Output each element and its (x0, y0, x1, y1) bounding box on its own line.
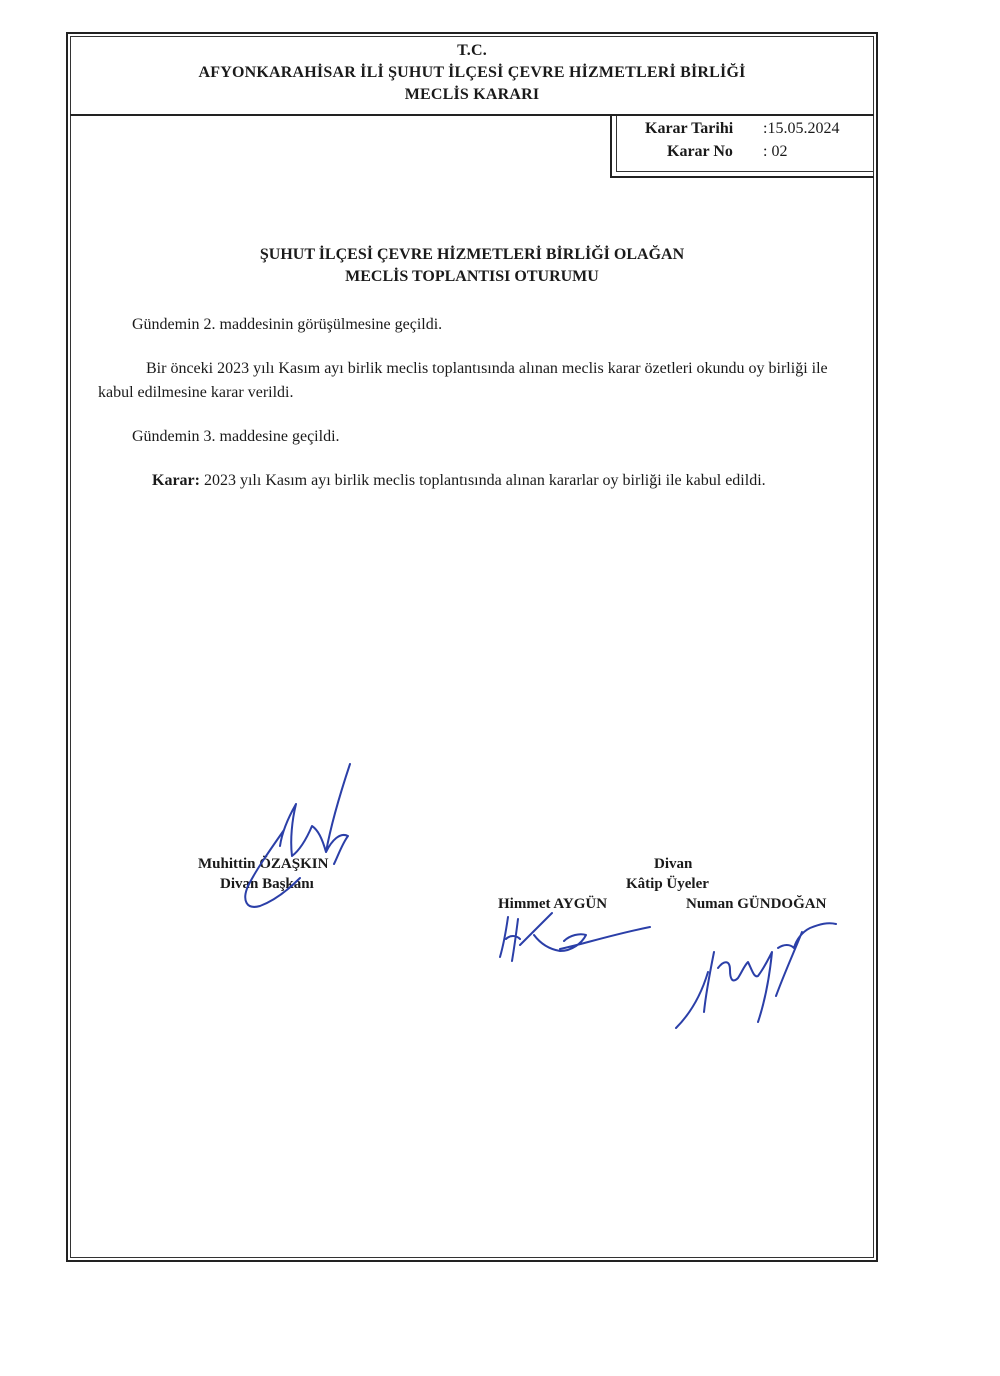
session-title-line2: MECLİS TOPLANTISI OTURUMU (345, 268, 599, 285)
decision-info-box (616, 116, 874, 172)
clerks-role: Kâtip Üyeler (626, 876, 709, 892)
decision-label: Karar: (152, 472, 200, 489)
decision-text: 2023 yılı Kasım ayı birlik meclis toplantısında alınan kararlar oy birliği ile kabul edildi. (199, 472, 766, 489)
clerk2-signature (668, 912, 848, 1042)
paragraph-minutes-read: Bir önceki 2023 yılı Kasım ayı birlik meclis toplantısında alınan meclis karar özetleri okundu oy birliği ile kabul edilmesine karar verildi. (98, 360, 828, 401)
chair-role: Divan Başkanı (220, 876, 314, 892)
header-document-type: MECLİS KARARI (404, 86, 540, 103)
header-tc: T.C. (457, 42, 487, 59)
inner-border (70, 36, 874, 1258)
chair-name: Muhittin ÖZAŞKIN (198, 856, 329, 872)
header-institution: AFYONKARAHİSAR İLİ ŞUHUT İLÇESİ ÇEVRE HİZMETLERİ BİRLİĞİ (198, 64, 746, 81)
chair-signature (230, 760, 370, 930)
decision-number-label: Karar No (667, 143, 733, 160)
document-header (70, 36, 874, 116)
decision-date-value: :15.05.2024 (763, 120, 840, 137)
paragraph-agenda-2: Gündemin 2. maddesinin görüşülmesine geçildi. (132, 316, 443, 333)
decision-number-value: : 02 (763, 143, 788, 160)
clerk2-name: Numan GÜNDOĞAN (686, 896, 827, 912)
clerk1-name: Himmet AYGÜN (498, 896, 608, 912)
paragraph-decision (98, 469, 858, 493)
session-title (70, 244, 874, 288)
paragraph-agenda-3: Gündemin 3. maddesine geçildi. (132, 428, 340, 445)
session-title-line1: ŞUHUT İLÇESİ ÇEVRE HİZMETLERİ BİRLİĞİ OLAĞAN (259, 246, 685, 263)
divan-label: Divan (654, 856, 693, 872)
clerk1-signature (490, 905, 680, 975)
decision-date-label: Karar Tarihi (645, 120, 734, 137)
